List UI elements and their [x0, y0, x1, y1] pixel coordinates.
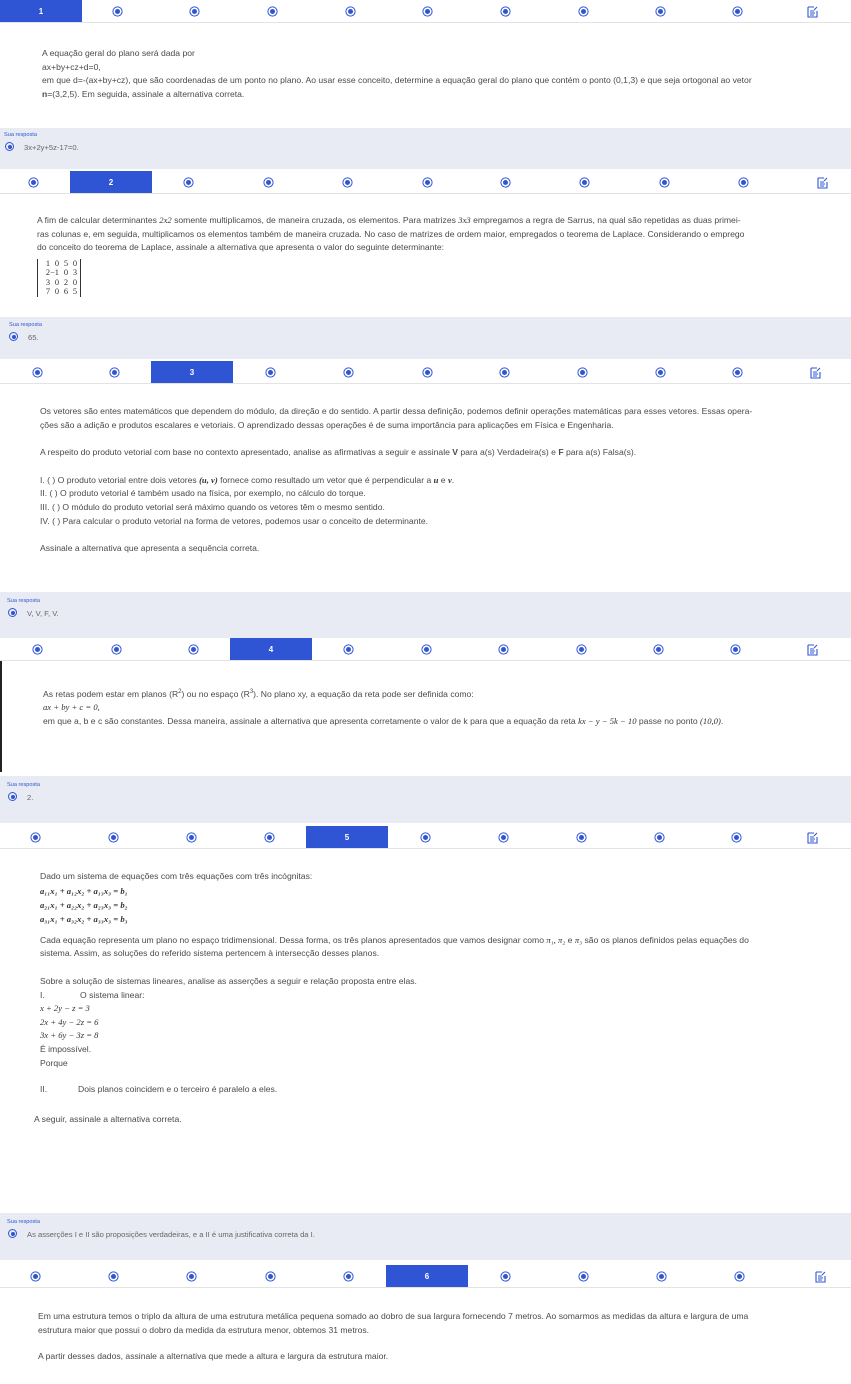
tab-question-3[interactable] — [147, 171, 229, 194]
tab-question-9[interactable] — [619, 361, 701, 384]
tab-question-1[interactable] — [0, 361, 78, 384]
tab-question-4[interactable] — [230, 638, 312, 661]
superscript: 3 — [249, 689, 254, 695]
statement-line: ções são a adição e produtos escalares e vetoriais. O aprendizado dessas operações é de suma importância para aplicações em Física e Engenharia. — [40, 419, 614, 430]
edit-note-icon[interactable] — [810, 366, 821, 379]
matrix-cell: 0 — [72, 277, 77, 287]
statement-text: =(3,2,5). Em seguida, assinale a alternativa correta. — [47, 88, 245, 99]
radio-dot-icon — [503, 9, 508, 14]
statement-line: A equação geral do plano será dada por — [42, 48, 195, 58]
radio-dot-icon — [580, 370, 585, 375]
tab-question-8[interactable] — [542, 1265, 624, 1288]
answer-label: Sua resposta — [7, 598, 40, 604]
statement-text: A fim de calcular determinantes — [37, 215, 160, 225]
radio-dot-icon — [658, 9, 663, 14]
edit-note-icon[interactable] — [807, 5, 818, 18]
radio-dot-icon — [424, 647, 429, 652]
tab-question-2[interactable] — [72, 826, 154, 849]
tab-question-7[interactable] — [464, 171, 546, 194]
tab-number: 2 — [108, 178, 114, 187]
statement-line — [0, 88, 851, 102]
radio-dot-icon — [579, 647, 584, 652]
statement-text: O sistema linear: — [80, 989, 145, 1000]
statement-line: Porque — [40, 1057, 68, 1068]
statement-text: Dois planos coincidem e o terceiro é paralelo a eles. — [78, 1084, 278, 1095]
tab-question-5[interactable] — [307, 1265, 389, 1288]
tab-question-10[interactable] — [702, 171, 784, 194]
statement-line: A partir desses dados, assinale a alternativa que mede a altura e largura da estrutura maior. — [38, 1351, 389, 1362]
radio-dot-icon — [734, 835, 739, 840]
radio-dot-icon — [656, 647, 661, 652]
nav-divider — [0, 848, 851, 849]
matrix-cell: 0 — [54, 277, 59, 287]
statement-text: e — [438, 474, 448, 485]
statement-text: . — [451, 474, 455, 485]
math-equation: a₂₁x₁ + a₂₂x₂ + a₂₃x₃ = b₂ — [40, 900, 128, 910]
radio-dot-icon — [267, 835, 272, 840]
tab-question-10[interactable] — [694, 638, 776, 661]
question-nav-3 — [0, 361, 851, 384]
matrix-cell: 3 — [45, 277, 50, 287]
radio-dot-icon — [425, 9, 430, 14]
tab-question-9[interactable] — [619, 0, 701, 23]
statement-item: II. ( ) O produto vetorial é também usado na física, por exemplo, no cálculo do torque. — [40, 488, 366, 499]
radio-dot-icon — [186, 180, 191, 185]
statement-text: A respeito do produto vetorial com base no contexto apresentado, analise as afirmativas a seguir e assinale — [40, 447, 453, 458]
statement-line: É impossível. — [40, 1043, 92, 1054]
statement-text: fornece como resultado um vetor que é perpendicular a — [217, 474, 434, 485]
tab-number: 5 — [344, 833, 350, 842]
tab-question-3[interactable] — [153, 0, 235, 23]
radio-dot-icon — [425, 370, 430, 375]
tab-question-7[interactable] — [464, 1265, 546, 1288]
radio-dot-icon — [33, 1274, 38, 1279]
radio-dot-icon — [346, 647, 351, 652]
math-expression: u — [433, 474, 439, 485]
radio-dot-icon — [502, 370, 507, 375]
radio-dot-icon — [503, 180, 508, 185]
answer-text: 65. — [28, 333, 39, 342]
tab-question-1[interactable] — [0, 826, 76, 849]
superscript: 2 — [178, 689, 182, 695]
statement-line: ax+by+cz+d=0, — [42, 61, 101, 72]
radio-dot-icon — [270, 9, 275, 14]
answer-text: 3x+2y+5z-17=0. — [24, 143, 79, 152]
answer-box-1 — [0, 128, 851, 169]
assertion-number: I. — [40, 989, 45, 1000]
math-equation: a₃₁x₁ + a₃₂x₂ + a₃₃x₃ = b₃ — [40, 914, 128, 925]
statement-item: IV. ( ) Para calcular o produto vetorial na forma de vetores, podemos usar o conceito de determinante. — [40, 515, 429, 526]
radio-dot-icon — [114, 647, 119, 652]
radio-selected-icon — [11, 1232, 15, 1236]
tab-question-6[interactable] — [386, 0, 468, 23]
radio-dot-icon — [735, 370, 740, 375]
tab-question-7[interactable] — [462, 638, 544, 661]
radio-dot-icon — [582, 180, 587, 185]
question-2-statement — [0, 214, 851, 255]
statement-text: para a(s) Falsa(s). — [563, 447, 637, 458]
math-equation: 2x + 4y − 2z = 6 — [40, 1016, 99, 1027]
statement-text: para a(s) Verdadeira(s) e — [458, 447, 559, 458]
radio-dot-icon — [115, 9, 120, 14]
tab-question-6[interactable] — [386, 361, 468, 384]
radio-dot-icon — [579, 835, 584, 840]
tab-question-5[interactable] — [307, 361, 389, 384]
answer-radio[interactable] — [9, 332, 18, 341]
tab-question-2[interactable] — [73, 361, 155, 384]
radio-dot-icon — [31, 180, 36, 185]
math-expression: kx − y − 5k − 10 — [578, 716, 637, 727]
tab-number: 6 — [424, 1272, 430, 1281]
matrix-row — [41, 268, 77, 277]
radio-dot-icon — [345, 180, 350, 185]
statement-text: I. ( ) O produto vetorial entre dois vetores — [40, 474, 200, 485]
math-expression: 3x3 — [458, 215, 471, 225]
tab-question-10[interactable] — [698, 1265, 780, 1288]
math-expression: (10,0) — [700, 716, 721, 727]
radio-dot-icon — [658, 370, 663, 375]
answer-text: V, V, F, V. — [27, 609, 59, 618]
tab-question-2[interactable] — [70, 171, 152, 194]
radio-dot-icon — [266, 180, 271, 185]
radio-dot-icon — [348, 9, 353, 14]
tab-question-8[interactable] — [543, 171, 625, 194]
question-nav-6 — [0, 1265, 851, 1288]
math-equation: a₁₁x₁ + a₁₂x₂ + a₁₃x₃ = b₁ — [40, 885, 128, 896]
radio-dot-icon — [737, 1274, 742, 1279]
tab-question-7[interactable] — [464, 0, 546, 23]
question-nav-5 — [0, 826, 851, 849]
tab-number: 1 — [38, 7, 44, 16]
matrix-cell: 0 — [54, 287, 59, 297]
statement-text: ). No plano xy, a equação da reta pode ser definida como: — [253, 688, 474, 699]
radio-dot-icon — [189, 835, 194, 840]
radio-selected-icon — [12, 335, 16, 339]
statement-line — [0, 446, 851, 460]
matrix-cell: 1 — [45, 259, 50, 268]
statement-text: e — [565, 934, 575, 945]
tab-question-8[interactable] — [541, 361, 623, 384]
tab-question-9[interactable] — [617, 638, 699, 661]
statement-line — [0, 934, 851, 948]
statement-line: Sobre a solução de sistemas lineares, analise as asserções a seguir e relação proposta entre elas. — [40, 976, 417, 986]
tab-question-1[interactable] — [0, 638, 78, 661]
edit-note-icon[interactable] — [815, 1270, 826, 1283]
radio-dot-icon — [501, 647, 506, 652]
tab-question-6[interactable] — [386, 171, 468, 194]
answer-radio[interactable] — [5, 142, 14, 151]
assertion-1 — [0, 989, 851, 1003]
radio-dot-icon — [425, 180, 430, 185]
radio-dot-icon — [268, 1274, 273, 1279]
radio-dot-icon — [662, 180, 667, 185]
question-nav-4 — [0, 638, 851, 661]
tab-question-2[interactable] — [76, 0, 158, 23]
question-nav-2 — [0, 171, 851, 194]
matrix-cell: 3 — [72, 268, 77, 278]
nav-divider — [0, 193, 851, 194]
tab-question-4[interactable] — [231, 0, 313, 23]
statement-line — [0, 686, 851, 701]
matrix-cell: 5 — [63, 259, 68, 268]
tab-question-7[interactable] — [463, 361, 545, 384]
math-expression: (u, v) — [199, 474, 218, 485]
statement-line: sistema. Assim, as soluções do referido sistema pertencem à intersecção desses planos. — [40, 948, 380, 959]
matrix-row — [41, 278, 77, 287]
statement-item: III. ( ) O módulo do produto vetorial será máximo quando os vetores têm o mesmo sentido. — [40, 501, 385, 512]
tab-question-2[interactable] — [75, 638, 157, 661]
answer-box-3 — [0, 592, 851, 638]
vector-symbol: n — [42, 88, 48, 99]
answer-label: Sua resposta — [7, 782, 40, 788]
matrix-cell: 2 — [63, 277, 68, 287]
math-expression: v — [447, 474, 452, 485]
radio-dot-icon — [423, 835, 428, 840]
math-expression: π₃ — [574, 934, 583, 945]
tab-question-8[interactable] — [542, 0, 624, 23]
statement-text: são os planos definidos pelas equações do — [582, 934, 749, 945]
edit-note-icon[interactable] — [817, 176, 828, 189]
answer-label: Sua resposta — [7, 1219, 40, 1225]
question-nav-1 — [0, 0, 851, 23]
matrix-cell: 5 — [72, 287, 77, 297]
tab-question-9[interactable] — [618, 826, 700, 849]
tab-question-4[interactable] — [229, 361, 311, 384]
determinant-matrix — [37, 259, 81, 297]
matrix-cell: 0 — [72, 259, 77, 268]
tab-question-3[interactable] — [150, 1265, 232, 1288]
tab-question-3[interactable] — [152, 638, 234, 661]
tab-question-10[interactable] — [696, 0, 778, 23]
statement-line — [0, 214, 851, 228]
answer-radio[interactable] — [8, 792, 17, 801]
answer-radio[interactable] — [8, 608, 17, 617]
statement-line: estrutura maior que possui o dobro da medida da estrutura menor, obtemos 31 metros. — [38, 1324, 370, 1335]
statement-line — [0, 715, 851, 729]
math-equation: 3x + 6y − 3z = 8 — [40, 1030, 99, 1041]
matrix-cell: −1 — [50, 268, 59, 278]
nav-divider — [0, 660, 851, 661]
radio-dot-icon — [35, 647, 40, 652]
radio-selected-icon — [11, 795, 15, 799]
radio-dot-icon — [581, 9, 586, 14]
tab-question-3[interactable] — [150, 826, 232, 849]
matrix-cell: 7 — [45, 287, 50, 297]
tab-question-1[interactable] — [0, 171, 74, 194]
math-equation: x + 2y − z = 3 — [40, 1003, 90, 1014]
tab-question-2[interactable] — [72, 1265, 154, 1288]
nav-divider — [0, 22, 851, 23]
radio-dot-icon — [735, 9, 740, 14]
radio-dot-icon — [346, 370, 351, 375]
matrix-row — [41, 259, 77, 268]
answer-text: 2. — [27, 793, 34, 802]
tab-number: 4 — [268, 645, 274, 654]
answer-label: Sua resposta — [4, 132, 37, 138]
assertion-number: II. — [40, 1084, 48, 1095]
radio-dot-icon — [111, 1274, 116, 1279]
nav-divider — [0, 1287, 851, 1288]
radio-selected-icon — [11, 611, 15, 615]
statement-text: Cada equação representa um plano no espaço tridimensional. Dessa forma, os três planos apresentados que vamos designar como — [40, 934, 547, 945]
statement-text: passe no ponto — [636, 716, 701, 727]
tab-question-5[interactable] — [307, 638, 389, 661]
question-6-statement — [0, 1310, 851, 1364]
tab-question-10[interactable] — [696, 361, 778, 384]
radio-dot-icon — [111, 835, 116, 840]
tab-question-5[interactable] — [306, 171, 388, 194]
nav-divider — [0, 383, 851, 384]
statement-line: Assinale a alternativa que apresenta a sequência correta. — [40, 543, 260, 554]
statement-text: ) ou no espaço (R — [181, 688, 250, 699]
edit-note-icon[interactable] — [807, 831, 818, 844]
radio-dot-icon — [659, 1274, 664, 1279]
answer-radio[interactable] — [8, 1229, 17, 1238]
statement-text: empregamos a regra de Sarrus, na qual são repetidas as duas primei- — [470, 215, 741, 225]
question-3-statement — [0, 405, 851, 556]
math-expression: 2x2 — [159, 215, 172, 225]
radio-dot-icon — [268, 370, 273, 375]
matrix-cell: 0 — [63, 268, 68, 278]
tab-question-4[interactable] — [227, 171, 309, 194]
true-letter: V — [452, 447, 458, 458]
radio-dot-icon — [33, 835, 38, 840]
radio-dot-icon — [503, 1274, 508, 1279]
statement-line: em que d=-(ax+by+cz), que são coordenadas de um ponto no plano. Ao usar esse conceito, determine a equação geral do plano que contém o ponto (0,1,3) e que seja ortogonal ao vetor — [42, 75, 752, 86]
statement-item — [0, 474, 851, 488]
assertion-2 — [0, 1083, 851, 1097]
radio-dot-icon — [741, 180, 746, 185]
statement-text: As retas podem estar em planos (R — [43, 688, 179, 699]
question-4-statement — [0, 686, 851, 729]
tab-question-1[interactable] — [0, 0, 82, 23]
answer-text: As asserções I e II são proposições verdadeiras, e a II é uma justificativa correta da I. — [27, 1230, 315, 1239]
statement-text: somente multiplicamos, de maneira cruzada, os elementos. Para matrizes — [171, 215, 459, 225]
radio-dot-icon — [192, 9, 197, 14]
radio-dot-icon — [112, 370, 117, 375]
statement-line: Dado um sistema de equações com três equações com três incógnitas: — [40, 871, 313, 881]
tab-question-8[interactable] — [540, 638, 622, 661]
tab-question-7[interactable] — [462, 826, 544, 849]
tab-question-6[interactable] — [384, 826, 466, 849]
tab-question-6[interactable] — [386, 1265, 468, 1288]
answer-box-2 — [0, 317, 851, 359]
tab-question-1[interactable] — [0, 1265, 76, 1288]
radio-dot-icon — [35, 370, 40, 375]
radio-dot-icon — [501, 835, 506, 840]
question-5-statement — [0, 870, 851, 1126]
tab-question-10[interactable] — [695, 826, 777, 849]
statement-text: em que a, b e c são constantes. Dessa maneira, assinale a alternativa que apresenta corretamente o valor de k para que a equação da reta — [43, 716, 579, 727]
tab-number: 3 — [189, 368, 195, 377]
tab-question-6[interactable] — [385, 638, 467, 661]
statement-line: Os vetores são entes matemáticos que dependem do módulo, da direção e do sentido. A partir dessa definição, podemos definir operações matemáticas para esses vetores. Essas opera- — [40, 406, 753, 416]
math-equation: ax + by + c = 0, — [43, 702, 100, 713]
false-letter: F — [558, 447, 564, 458]
tab-question-5[interactable] — [306, 826, 388, 849]
answer-label: Sua resposta — [9, 322, 42, 328]
radio-dot-icon — [346, 1274, 351, 1279]
math-expression: π₁, π₂ — [546, 934, 566, 945]
statement-line: A seguir, assinale a alternativa correta. — [34, 1113, 182, 1124]
tab-question-4[interactable] — [228, 826, 310, 849]
tab-question-5[interactable] — [309, 0, 391, 23]
statement-line: do conceito do teorema de Laplace, assinale a alternativa que apresenta o valor do seguinte determinante: — [37, 242, 445, 253]
radio-dot-icon — [581, 1274, 586, 1279]
matrix-cell: 2 — [45, 268, 50, 278]
radio-dot-icon — [191, 647, 196, 652]
matrix-cell: 0 — [54, 259, 59, 268]
matrix-row — [41, 287, 77, 296]
statement-line: ras colunas e, em seguida, multiplicamos os elementos também de maneira cruzada. No caso de matrizes de ordem maior, empregados o teorema de Laplace. Considerando o emprego — [37, 228, 745, 239]
tab-question-9[interactable] — [620, 1265, 702, 1288]
tab-question-4[interactable] — [229, 1265, 311, 1288]
radio-dot-icon — [189, 1274, 194, 1279]
radio-dot-icon — [657, 835, 662, 840]
radio-dot-icon — [733, 647, 738, 652]
tab-question-8[interactable] — [540, 826, 622, 849]
tab-question-3[interactable] — [151, 361, 233, 384]
edit-note-icon[interactable] — [807, 643, 818, 656]
statement-text: . — [720, 716, 724, 727]
answer-box-4 — [0, 776, 851, 823]
question-1-statement — [0, 47, 851, 101]
matrix-cell: 6 — [63, 287, 68, 297]
answer-box-5 — [0, 1213, 851, 1260]
statement-line: Em uma estrutura temos o triplo da altura de uma estrutura metálica pequena somado ao dobro de sua largura fornecendo 7 metros. Ao somarmos as medidas da altura e largura de uma — [38, 1311, 749, 1321]
radio-selected-icon — [8, 145, 12, 149]
tab-question-9[interactable] — [623, 171, 705, 194]
